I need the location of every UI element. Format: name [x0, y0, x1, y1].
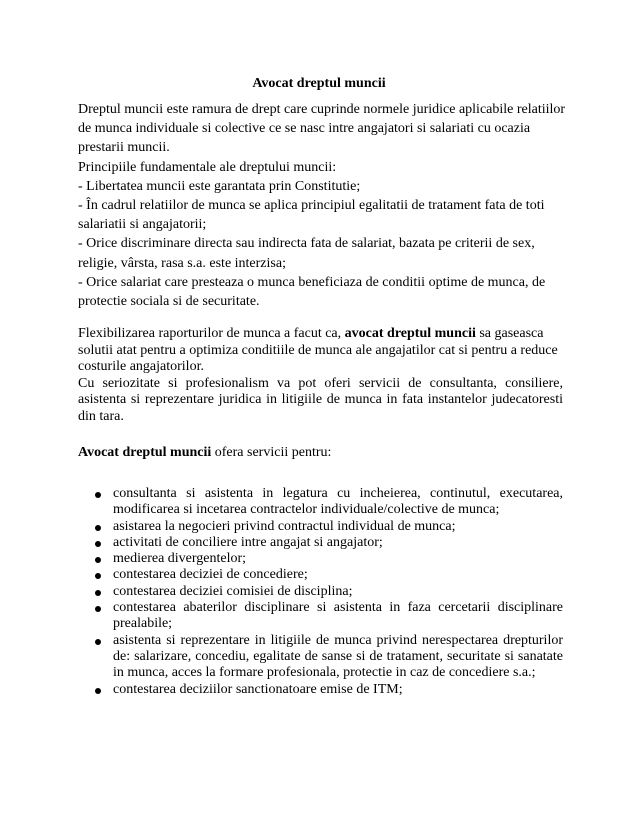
- service-text: asistenta si reprezentare in litigiile de munca privind nerespectarea drepturilor de: salarizare, concediu, egalitate de sanse si de tratament, securitate si sanatate in munca, acces la formare profesionala, protectie in caz de concediere s.a.;: [113, 632, 563, 681]
- service-item: [78, 567, 563, 583]
- bullet-icon: [95, 492, 101, 498]
- seriousness-paragraph: Cu seriozitate si profesionalism va pot oferi servicii de consultanta, consiliere, asistenta si reprezentare juridica in litigiile de munca in fata instantelor judecatoresti din tara.: [78, 375, 563, 424]
- services-intro: [78, 444, 563, 461]
- service-text: contestarea deciziei de concediere;: [113, 567, 308, 583]
- service-item: [78, 551, 563, 567]
- definition-paragraph: Dreptul muncii este ramura de drept care cuprinde normele juridice aplicabile relatiilor de munca individuale si colective ce se nasc intre angajatori si salariati cu ocazia prestarii muncii.: [78, 102, 566, 156]
- bullet-icon: [95, 590, 101, 596]
- principle-item: - În cadrul relatiilor de munca se aplica principiul egalitatii de tratament fata de toti salariatii si angajatorii;: [78, 198, 545, 233]
- principle-item: - Orice discriminare directa sau indirecta fata de salariat, bazata pe criterii de sex, religie, vârsta, rasa s.a. este interzisa;: [78, 236, 535, 271]
- service-item: [78, 600, 563, 633]
- bullet-icon: [95, 525, 101, 531]
- service-item: [78, 682, 563, 698]
- service-text: medierea divergentelor;: [113, 551, 247, 567]
- bullet-icon: [95, 639, 101, 645]
- principle-item: - Libertatea muncii este garantata prin Constitutie;: [78, 178, 361, 194]
- document-title: Avocat dreptul muncii: [252, 76, 386, 91]
- principles-heading: Principiile fundamentale ale dreptului muncii:: [78, 159, 337, 175]
- bullet-icon: [95, 606, 101, 612]
- intro-section: [78, 100, 568, 311]
- service-item: [78, 486, 563, 519]
- service-text: contestarea deciziei comisiei de disciplina;: [113, 583, 353, 599]
- flex-section: [78, 326, 563, 425]
- service-item: [78, 584, 563, 600]
- services-keyword: Avocat dreptul muncii: [78, 445, 212, 460]
- principle-item: - Orice salariat care presteaza o munca beneficiaza de conditii optime de munca, de protectie sociala si de securitate.: [78, 274, 546, 310]
- flex-keyword: avocat dreptul muncii: [344, 326, 476, 341]
- bullet-icon: [95, 573, 101, 579]
- service-text: asistarea la negocieri privind contractul individual de munca;: [113, 518, 456, 534]
- services-intro-text: ofera servicii pentru:: [211, 445, 332, 460]
- service-text: contestarea deciziilor sanctionatoare emise de ITM;: [113, 681, 403, 697]
- bullet-icon: [95, 557, 101, 563]
- service-text: consultanta si asistenta in legatura cu incheierea, continutul, executarea, modificarea si incetarea contractelor individuale/colective de munca;: [113, 486, 563, 518]
- flex-text-before: Flexibilizarea raporturilor de munca a facut ca,: [78, 326, 345, 341]
- bullet-icon: [95, 688, 101, 694]
- service-item: [78, 535, 563, 551]
- service-item: [78, 519, 563, 535]
- flex-text-after: sa gaseasca solutii atat pentru a optimiza conditiile de munca ale angajatilor cat si pentru a reduce costurile angajatorilor.: [78, 326, 558, 374]
- flexibility-paragraph: [78, 326, 563, 376]
- service-text: activitati de conciliere intre angajat si angajator;: [113, 534, 383, 550]
- service-item: [78, 633, 563, 682]
- bullet-icon: [95, 541, 101, 547]
- service-text: contestarea abaterilor disciplinare si asistenta in faza cercetarii disciplinare prealabile;: [113, 600, 563, 632]
- services-list: [78, 486, 563, 698]
